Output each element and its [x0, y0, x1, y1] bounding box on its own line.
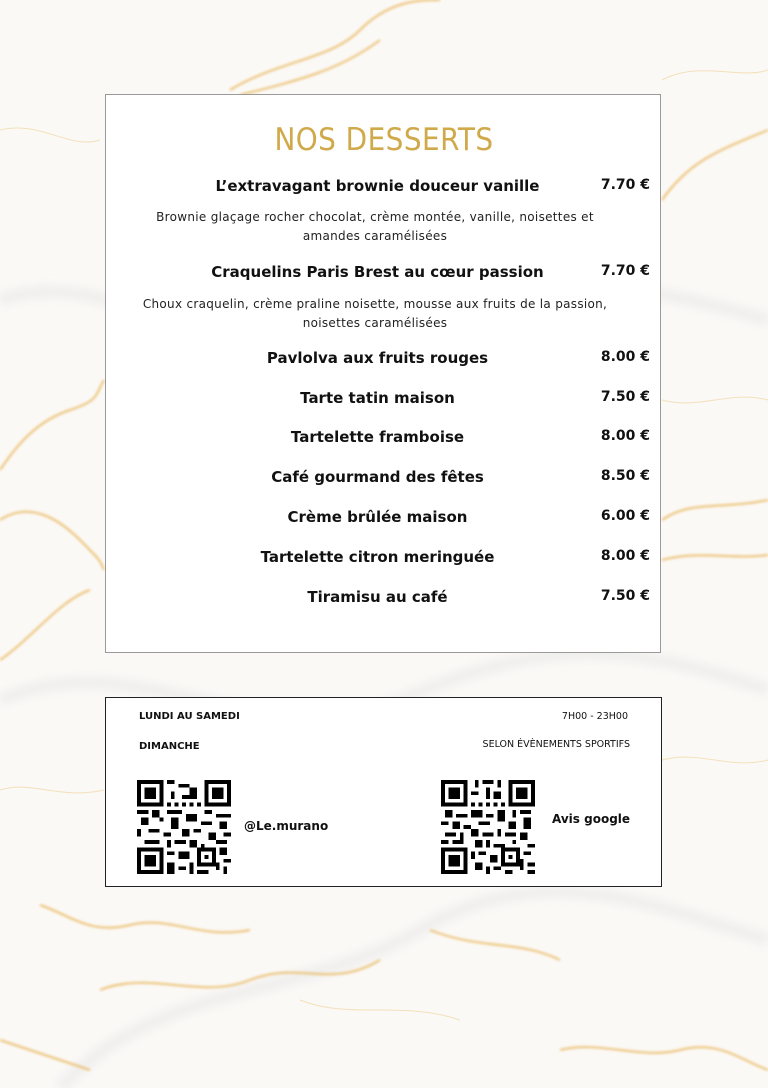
weekdays-label: LUNDI AU SAMEDI: [139, 711, 240, 722]
menu-item-price: 8.00 €: [600, 349, 650, 365]
menu-item-price: 7.50 €: [600, 588, 650, 604]
google-review-label: Avis google: [552, 812, 631, 826]
menu-item-name: Tarte tatin maison: [300, 389, 455, 407]
weekdays-hours: 7H00 - 23H00: [561, 711, 628, 722]
menu-item-name: Craquelins Paris Brest au cœur passion: [211, 263, 544, 281]
menu-item-price: 7.70 €: [600, 263, 650, 279]
menu-item-name: Café gourmand des fêtes: [271, 468, 484, 486]
menu-item-price: 8.50 €: [600, 468, 650, 484]
menu-item-description: amandes caramélisées: [302, 229, 448, 243]
menu-item-name: Tartelette framboise: [290, 428, 465, 446]
menu-item-name: Tartelette citron meringuée: [260, 548, 495, 566]
menu-item-price: 6.00 €: [600, 508, 650, 524]
sunday-hours: SELON ÉVÈNEMENTS SPORTIFS: [482, 739, 630, 750]
menu-title: NOS DESSERTS: [274, 122, 494, 158]
menu-item-name: Crème brûlée maison: [287, 508, 468, 526]
menu-item-name: Pavlolva aux fruits rouges: [266, 349, 489, 367]
instagram-qr-code[interactable]: [137, 780, 231, 874]
menu-item-price: 7.70 €: [600, 177, 650, 193]
menu-item-description: noisettes caramélisées: [302, 316, 448, 330]
sunday-label: DIMANCHE: [139, 741, 200, 752]
instagram-handle: @Le.murano: [244, 819, 329, 833]
menu-item-name: Tiramisu au café: [307, 588, 448, 606]
menu-item-price: 8.00 €: [600, 548, 650, 564]
menu-item-name: L’extravagant brownie douceur vanille: [215, 177, 540, 195]
menu-item-description: Choux craquelin, crème praline noisette, mousse aux fruits de la passion,: [142, 297, 608, 311]
menu-item-price: 8.00 €: [600, 428, 650, 444]
menu-item-description: Brownie glaçage rocher chocolat, crème montée, vanille, noisettes et: [156, 210, 594, 224]
menu-item-price: 7.50 €: [600, 389, 650, 405]
google-review-qr-code[interactable]: [441, 780, 535, 874]
